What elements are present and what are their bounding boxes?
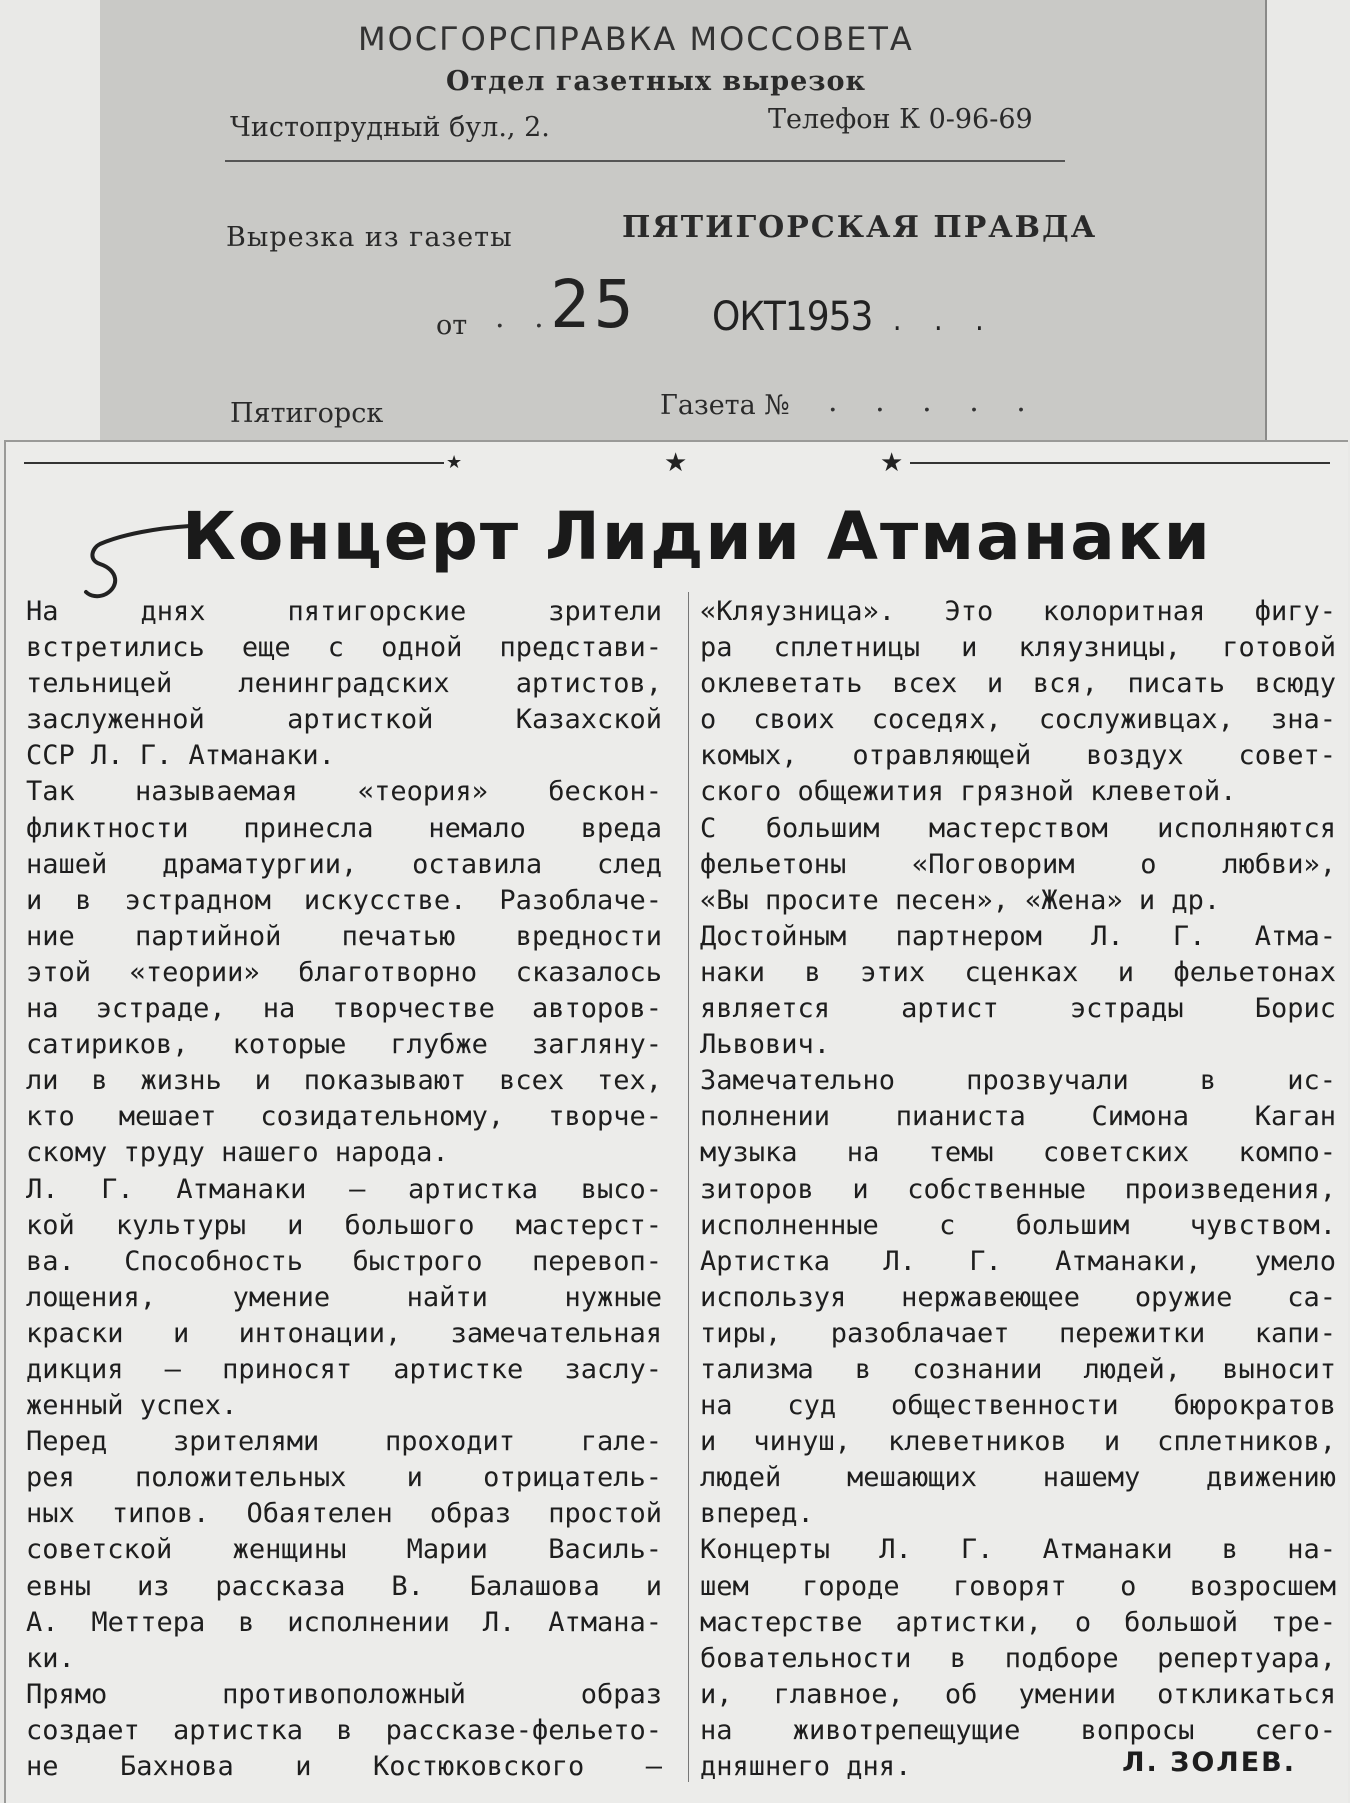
article-byline: Л. ЗОЛЕВ.	[1122, 1747, 1296, 1778]
article-text-line: зиторов и собственные произведения,	[700, 1173, 1336, 1205]
article-text-line: кой культуры и большого мастерст-	[26, 1209, 662, 1241]
article-text-line: и чинуш, клеветников и сплетников,	[700, 1426, 1336, 1458]
article-text-line: сатириков, которые глубже загляну-	[26, 1029, 662, 1061]
article-text-line: тельницей ленинградских артистов,	[26, 668, 662, 700]
date-fill-dots: . .	[495, 300, 554, 335]
header-divider	[225, 160, 1065, 162]
ornament-star-small-icon: ★	[446, 452, 463, 473]
article-text-line: краски и интонации, замечательная	[26, 1317, 662, 1349]
article-text-line: встретились еще с одной представи-	[26, 632, 662, 664]
article-text-line: Замечательно прозвучали в ис-	[700, 1065, 1336, 1097]
article-text-line: музыка на темы советских компо-	[700, 1137, 1336, 1169]
article-text-line: Львович.	[700, 1029, 831, 1061]
article-text-line: ра сплетницы и кляузницы, готовой	[700, 632, 1336, 664]
article-text-line: ССР Л. Г. Атманаки.	[26, 740, 335, 772]
article-text-line: Перед зрителями проходит гале-	[26, 1426, 662, 1458]
article-column-right	[700, 594, 1336, 1785]
article-text-line: На днях пятигорские зрители	[26, 596, 662, 627]
article-text-line: наки в этих сценках и фельетонах	[700, 956, 1336, 988]
article-text-line: используя нержавеющее оружие са-	[700, 1281, 1336, 1313]
article-text-line: шем городе говорят о возросшем	[700, 1570, 1336, 1602]
service-department: Отдел газетных вырезок	[446, 66, 866, 97]
date-trailing-dots: . . .	[892, 303, 996, 338]
article-text-line: женный успех.	[26, 1390, 238, 1422]
closing-line	[700, 1749, 1336, 1785]
article-text-line: оклеветать всех и вся, писать всюду	[700, 668, 1336, 700]
clipping-service-form	[100, 0, 1267, 440]
article-text-line: вперед.	[700, 1498, 814, 1530]
column-divider	[688, 592, 689, 1782]
service-address: Чистопрудный бул., 2.	[230, 112, 550, 143]
article-text-line: дняшнего дня.	[700, 1751, 912, 1782]
article-text-line: мастерстве артистки, о большой тре-	[700, 1606, 1336, 1638]
article-text-line: не Бахнова и Костюковского —	[26, 1751, 662, 1782]
article-text-line: Достойным партнером Л. Г. Атма-	[700, 920, 1336, 952]
article-headline: Концерт Лидии Атманаки	[182, 498, 1212, 575]
service-phone: Телефон К 0-96-69	[768, 104, 1033, 135]
article-text-line: ние партийной печатью вредности	[26, 920, 662, 952]
article-text-line: и, главное, об умении откликаться	[700, 1678, 1336, 1710]
article-text-line: этой «теории» благотворно сказалось	[26, 956, 662, 988]
article-text-line: полнении пианиста Симона Каган	[700, 1101, 1336, 1133]
article-text-line: Концерты Л. Г. Атманаки в на-	[700, 1534, 1336, 1566]
ornament-star-center-icon: ★	[664, 448, 688, 478]
article-text-line: Л. Г. Атманаки — артистка высо-	[26, 1173, 662, 1205]
article-text-line: нашей драматургии, оставила след	[26, 848, 662, 880]
gazeta-number-dots: . . . . .	[828, 384, 1040, 419]
article-text-line: тиры, разоблачает пережитки капи-	[700, 1317, 1336, 1349]
newspaper-article	[4, 440, 1348, 1803]
article-text-line: ных типов. Обаятелен образ простой	[26, 1498, 662, 1530]
article-text-line: Артистка Л. Г. Атманаки, умело	[700, 1245, 1336, 1277]
article-column-left	[26, 594, 662, 1785]
article-text-line: и в эстрадном искусстве. Разоблаче-	[26, 884, 662, 916]
article-text-line: дикция — приносят артистке заслу-	[26, 1353, 662, 1385]
date-stamp-month-year-text: ОКТ1953	[712, 294, 873, 340]
article-text-line: кто мешает созидательному, творче-	[26, 1101, 662, 1133]
date-stamp-month-year	[712, 294, 996, 340]
article-text-line: о своих соседях, сослуживцах, зна-	[700, 704, 1336, 736]
ornament-rule-right	[910, 462, 1330, 464]
article-text-line: ва. Способность быстрого перевоп-	[26, 1245, 662, 1277]
article-text-line: рея положительных и отрицатель-	[26, 1462, 662, 1494]
article-text-line: заслуженной артисткой Казахской	[26, 704, 662, 736]
cutting-from-label: Вырезка из газеты	[226, 222, 513, 253]
article-text-line: на животрепещущие вопросы сего-	[700, 1714, 1336, 1746]
article-text-line: евны из рассказа В. Балашова и	[26, 1570, 662, 1602]
article-text-line: лощения, умение найти нужные	[26, 1281, 662, 1313]
article-text-line: комых, отравляющей воздух совет-	[700, 740, 1336, 772]
article-text-line: Прямо противоположный образ	[26, 1678, 662, 1710]
article-text-line: на эстраде, на творчестве авторов-	[26, 993, 662, 1025]
article-text-line: С большим мастерством исполняются	[700, 812, 1336, 844]
ornament-rule-left	[24, 462, 444, 464]
article-text-line: является артист эстрады Борис	[700, 993, 1336, 1025]
newspaper-name: ПЯТИГОРСКАЯ ПРАВДА	[622, 210, 1098, 245]
article-text-line: тализма в сознании людей, выносит	[700, 1353, 1336, 1385]
article-text-line: ки.	[26, 1642, 75, 1674]
date-label: от	[436, 310, 468, 341]
article-text-line: на суд общественности бюрократов	[700, 1390, 1336, 1422]
article-text-line: исполненные с большим чувством.	[700, 1209, 1336, 1241]
article-text-line: ского общежития грязной клеветой.	[700, 776, 1237, 808]
service-organization: МОСГОРСПРАВКА МОССОВЕТА	[358, 20, 914, 58]
city-label: Пятигорск	[230, 398, 384, 429]
article-text-line: Так называемая «теория» бескон-	[26, 776, 662, 808]
article-text-line: скому труду нашего народа.	[26, 1137, 449, 1169]
ornament-star-right-icon: ★	[880, 448, 904, 478]
date-stamp-day: 25	[550, 266, 638, 343]
article-text-line: «Вы просите песен», «Жена» и др.	[700, 884, 1221, 916]
article-text-line: «Кляузница». Это колоритная фигу-	[700, 596, 1336, 627]
article-text-line: А. Меттера в исполнении Л. Атмана-	[26, 1606, 662, 1638]
article-text-line: ли в жизнь и показывают всех тех,	[26, 1065, 662, 1097]
article-text-line: фликтности принесла немало вреда	[26, 812, 662, 844]
article-text-line: фельетоны «Поговорим о любви»,	[700, 848, 1336, 880]
article-text-line: людей мешающих нашему движению	[700, 1462, 1336, 1494]
article-text-line: советской женщины Марии Василь-	[26, 1534, 662, 1566]
article-text-line: бовательности в подборе репертуара,	[700, 1642, 1336, 1674]
article-text-line: создает артистка в рассказе-фельето-	[26, 1714, 662, 1746]
handwritten-pen-mark-icon	[78, 514, 198, 604]
gazeta-number-label: Газета №	[660, 390, 790, 421]
